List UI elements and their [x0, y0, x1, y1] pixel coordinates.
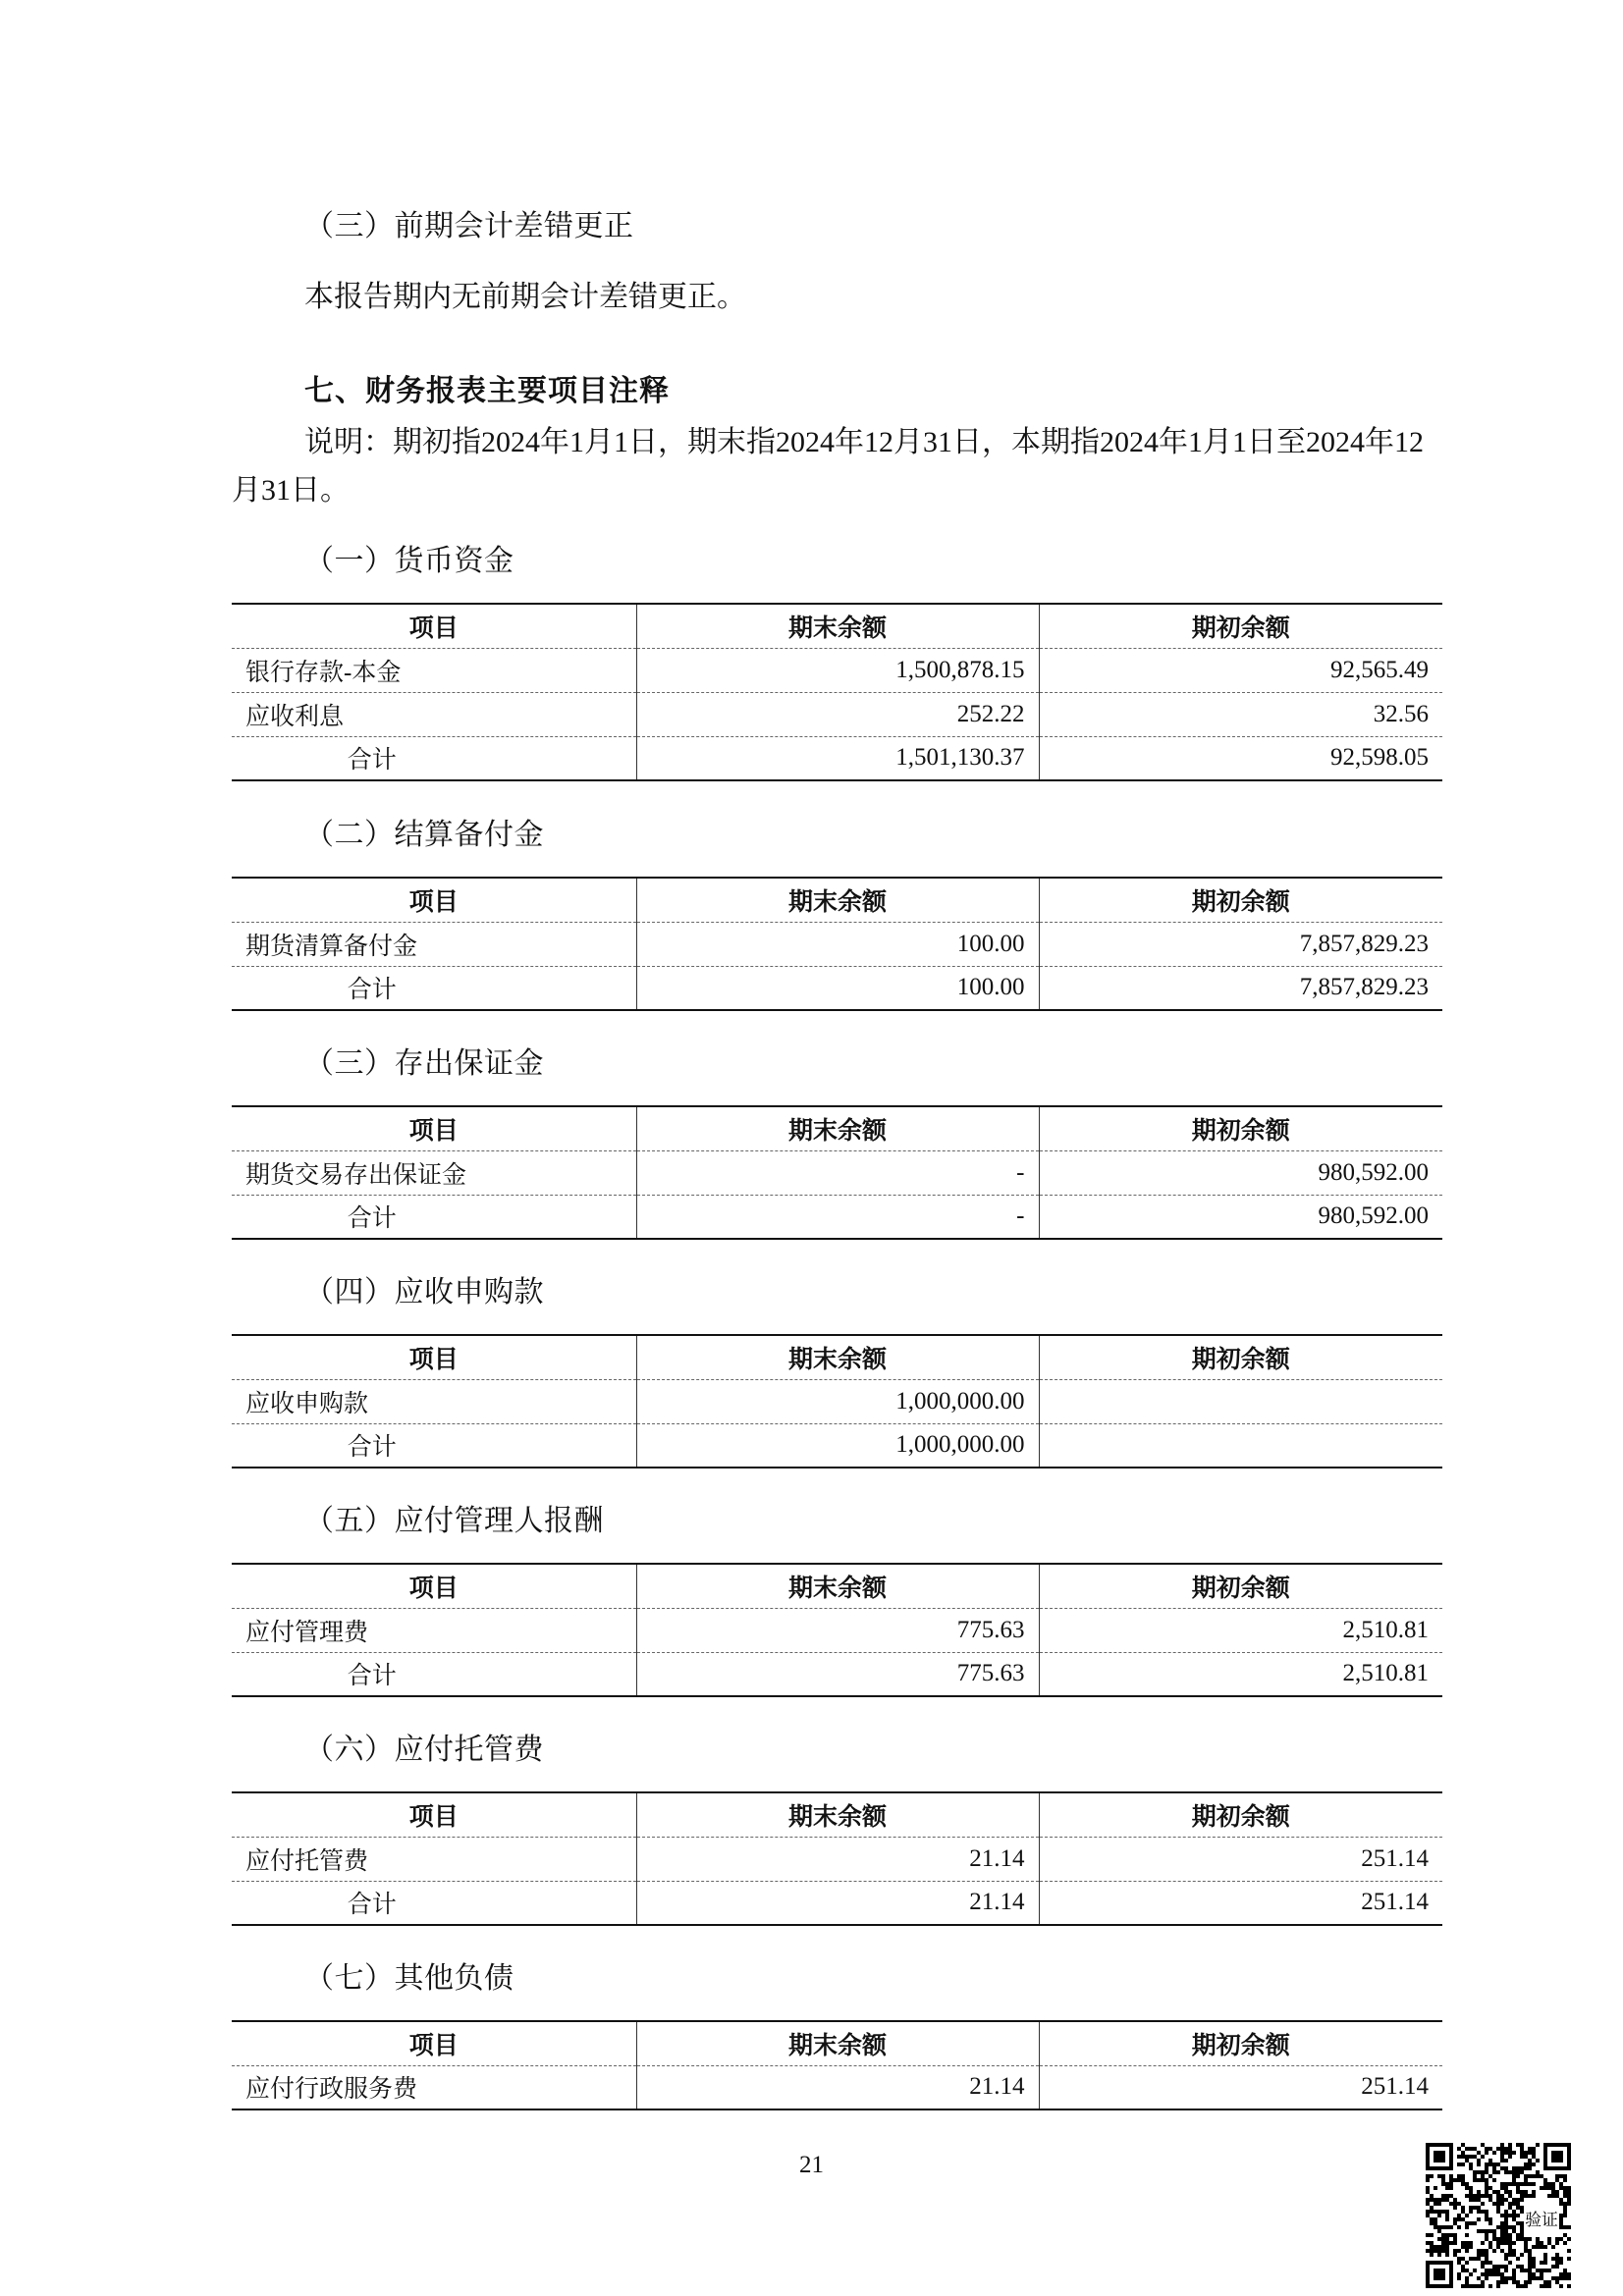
header-item: 项目	[232, 604, 636, 648]
table-custody-fee	[232, 1791, 1442, 1926]
row-end-value: -	[636, 1195, 1039, 1239]
table-settlement	[232, 877, 1442, 1011]
row-name: 期货清算备付金	[232, 922, 636, 966]
header-end-balance: 期末余额	[636, 604, 1039, 648]
row-begin-value: 2,510.81	[1039, 1608, 1442, 1652]
qr-code-icon	[1426, 2143, 1571, 2288]
section-heading: 七、财务报表主要项目注释	[304, 375, 670, 407]
section-description: 说明：期初指2024年1月1日，期末指2024年12月31日，本期指2024年1月1日至2024年12月31日。	[232, 426, 1424, 507]
table-header-row	[232, 878, 1442, 922]
row-end-value: 100.00	[636, 966, 1039, 1010]
row-name: 合计	[232, 1195, 636, 1239]
row-name: 合计	[232, 1652, 636, 1696]
table-title-manager-fee: （五）应付管理人报酬	[304, 1505, 604, 1537]
header-begin-balance: 期初余额	[1039, 878, 1442, 922]
table-title-subscription: （四）应收申购款	[304, 1276, 544, 1308]
row-end-value: 21.14	[636, 1837, 1039, 1881]
row-name: 期货交易存出保证金	[232, 1150, 636, 1195]
row-end-value: 1,000,000.00	[636, 1423, 1039, 1468]
row-end-value: 1,500,878.15	[636, 648, 1039, 692]
row-end-value: 21.14	[636, 2065, 1039, 2109]
header-item: 项目	[232, 2021, 636, 2065]
header-begin-balance: 期初余额	[1039, 1792, 1442, 1837]
table-other-liabilities	[232, 2020, 1442, 2110]
table-row	[232, 648, 1442, 692]
header-begin-balance: 期初余额	[1039, 604, 1442, 648]
table-row	[232, 1837, 1442, 1881]
row-begin-value: 32.56	[1039, 692, 1442, 736]
row-name: 合计	[232, 1423, 636, 1468]
header-item: 项目	[232, 1335, 636, 1379]
row-name: 银行存款-本金	[232, 648, 636, 692]
table-row	[232, 692, 1442, 736]
table-title-settlement: （二）结算备付金	[304, 819, 544, 851]
table-manager-fee	[232, 1563, 1442, 1697]
row-name: 应收利息	[232, 692, 636, 736]
table-cash	[232, 603, 1442, 781]
row-begin-value: 7,857,829.23	[1039, 922, 1442, 966]
table-header-row	[232, 1792, 1442, 1837]
row-begin-value: 92,598.05	[1039, 736, 1442, 780]
row-name: 合计	[232, 736, 636, 780]
row-end-value: 1,000,000.00	[636, 1379, 1039, 1423]
header-end-balance: 期末余额	[636, 2021, 1039, 2065]
table-total-row	[232, 1195, 1442, 1239]
table-title-deposit: （三）存出保证金	[304, 1047, 544, 1080]
header-end-balance: 期末余额	[636, 1335, 1039, 1379]
header-end-balance: 期末余额	[636, 1564, 1039, 1608]
prior-period-correction-body: 本报告期内无前期会计差错更正。	[304, 281, 746, 313]
qr-code-text: 验证	[1525, 2210, 1558, 2229]
table-total-row	[232, 966, 1442, 1010]
header-begin-balance: 期初余额	[1039, 2021, 1442, 2065]
table-row	[232, 1150, 1442, 1195]
row-begin-value: 2,510.81	[1039, 1652, 1442, 1696]
table-row	[232, 922, 1442, 966]
row-begin-value: 980,592.00	[1039, 1195, 1442, 1239]
table-total-row	[232, 1652, 1442, 1696]
row-begin-value: 980,592.00	[1039, 1150, 1442, 1195]
header-begin-balance: 期初余额	[1039, 1106, 1442, 1150]
row-end-value: 100.00	[636, 922, 1039, 966]
header-end-balance: 期末余额	[636, 1106, 1039, 1150]
table-row	[232, 1608, 1442, 1652]
table-header-row	[232, 604, 1442, 648]
row-begin-value: 251.14	[1039, 2065, 1442, 2109]
row-begin-value: 7,857,829.23	[1039, 966, 1442, 1010]
table-header-row	[232, 1335, 1442, 1379]
table-header-row	[232, 2021, 1442, 2065]
header-item: 项目	[232, 1106, 636, 1150]
table-total-row	[232, 1423, 1442, 1468]
header-item: 项目	[232, 1564, 636, 1608]
row-name: 应收申购款	[232, 1379, 636, 1423]
table-total-row	[232, 1881, 1442, 1925]
header-end-balance: 期末余额	[636, 1792, 1039, 1837]
row-end-value: 21.14	[636, 1881, 1039, 1925]
row-begin-value: 251.14	[1039, 1881, 1442, 1925]
row-end-value: 775.63	[636, 1608, 1039, 1652]
row-name: 合计	[232, 1881, 636, 1925]
prior-period-correction-heading: （三）前期会计差错更正	[304, 210, 634, 242]
row-name: 应付管理费	[232, 1608, 636, 1652]
row-end-value: -	[636, 1150, 1039, 1195]
table-title-custody-fee: （六）应付托管费	[304, 1734, 544, 1766]
row-begin-value	[1039, 1379, 1442, 1423]
table-deposit	[232, 1105, 1442, 1240]
row-begin-value: 251.14	[1039, 1837, 1442, 1881]
table-title-cash: （一）货币资金	[304, 545, 514, 577]
row-name: 应付托管费	[232, 1837, 636, 1881]
header-begin-balance: 期初余额	[1039, 1335, 1442, 1379]
table-header-row	[232, 1564, 1442, 1608]
header-item: 项目	[232, 1792, 636, 1837]
row-end-value: 252.22	[636, 692, 1039, 736]
row-begin-value	[1039, 1423, 1442, 1468]
row-name: 应付行政服务费	[232, 2065, 636, 2109]
header-item: 项目	[232, 878, 636, 922]
header-end-balance: 期末余额	[636, 878, 1039, 922]
row-end-value: 1,501,130.37	[636, 736, 1039, 780]
table-row	[232, 1379, 1442, 1423]
table-header-row	[232, 1106, 1442, 1150]
table-title-other-liabilities: （七）其他负债	[304, 1962, 514, 1995]
header-begin-balance: 期初余额	[1039, 1564, 1442, 1608]
row-begin-value: 92,565.49	[1039, 648, 1442, 692]
page-number: 21	[799, 2152, 824, 2178]
table-subscription	[232, 1334, 1442, 1468]
row-end-value: 775.63	[636, 1652, 1039, 1696]
table-total-row	[232, 736, 1442, 780]
table-row	[232, 2065, 1442, 2109]
row-name: 合计	[232, 966, 636, 1010]
